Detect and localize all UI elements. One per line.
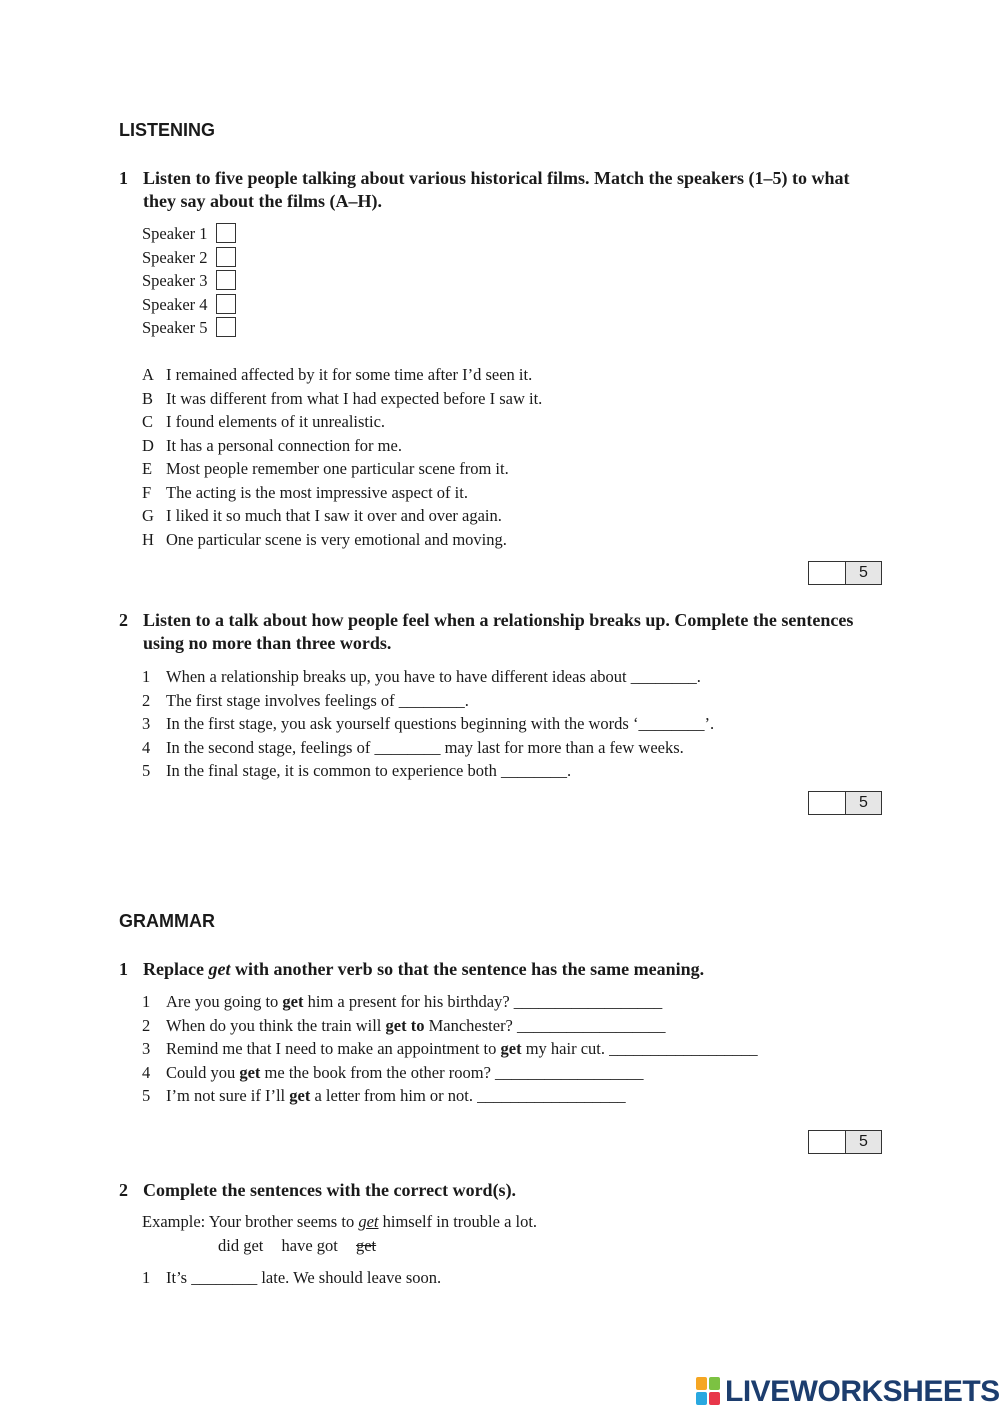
listening-q1-score-box [808,561,882,585]
option-letter: E [142,459,153,478]
grammar-q2-instruction: Complete the sentences with the correct word(s). [143,1180,517,1200]
grammar-item: 2 When do you think the train will get to Manchester? __________________ [142,1014,758,1038]
speaker-row [142,293,236,317]
grammar-item: 3 Remind me that I need to make an appointment to get my hair cut. __________________ [142,1037,758,1061]
grammar-item: 4 Could you get me the book from the other room? __________________ [142,1061,758,1085]
listening-q2-heading [119,609,879,655]
item-number: 4 [142,1062,151,1082]
option-letter: H [142,529,154,549]
grammar-q2-example: Example: Your brother seems to get himself in trouble a lot. did get have got get [142,1210,537,1258]
option-letter: G [142,506,154,525]
option-row [142,387,542,411]
sentence-item [142,736,714,760]
item-text: In the second stage, feelings of ________ may last for more than a few weeks. [166,737,684,757]
option-text: The acting is the most impressive aspect of it. [166,482,468,502]
item-number: 3 [142,714,151,733]
item-number: 1 [142,1268,151,1287]
grammar-q2-items [142,1266,441,1290]
option-row [142,481,542,505]
speaker-answer-box[interactable] [216,223,236,243]
option-row [142,410,542,434]
listening-q1-heading [119,167,879,213]
option-letter: C [142,412,154,431]
item-number: 5 [142,1086,151,1105]
grammar-q1-instruction: Replace get with another verb so that the sentence has the same meaning. [143,959,705,979]
option-text: It was different from what I had expected before I saw it. [166,388,543,408]
speaker-row [142,269,236,293]
liveworksheets-logo [696,1374,1000,1410]
option-text: I liked it so much that I saw it over and over again. [166,506,502,525]
speaker-answer-box[interactable] [216,294,236,314]
grammar-q2-heading [119,1179,879,1202]
speaker-row [142,246,236,270]
option-letter: A [142,365,154,384]
listening-q1-instruction: Listen to five people talking about various historical films. Match the speakers (1–5) to what they say about the films (A–H). [143,168,850,211]
example-option: have got [281,1236,338,1255]
item-number: 2 [142,1015,151,1035]
example-options [142,1234,537,1258]
listening-q2-number: 2 [119,610,128,630]
item-number: 2 [142,690,151,710]
score-total: 5 [846,1131,881,1153]
item-text: It’s ________ late. We should leave soon. [166,1268,442,1287]
item-text: In the final stage, it is common to experience both ________. [166,761,572,780]
option-letter: B [142,388,154,408]
item-number: 4 [142,737,151,757]
speaker-answer-box[interactable] [216,317,236,337]
option-text: One particular scene is very emotional and moving. [166,529,507,549]
listening-title: LISTENING [119,120,216,140]
grammar-item [142,1266,441,1290]
speaker-label: Speaker 2 [142,247,208,267]
listening-q2-instruction: Listen to a talk about how people feel when a relationship breaks up. Complete the sentences using no more than three words. [143,610,854,653]
speaker-row [142,222,236,246]
speaker-list [142,222,236,340]
score-total: 5 [846,792,881,814]
speaker-label: Speaker 4 [142,294,208,314]
sentence-item [142,712,714,736]
listening-q2-items [142,665,714,783]
options-list [142,363,542,551]
sentence-item [142,665,714,689]
grammar-q1-score-box [808,1130,882,1154]
item-number: 3 [142,1039,151,1058]
liveworksheets-logo-icon [696,1377,722,1407]
score-total: 5 [846,562,881,584]
option-text: Most people remember one particular scene from it. [166,459,509,478]
grammar-q2-number: 2 [119,1180,128,1200]
speaker-answer-box[interactable] [216,247,236,267]
item-text: The first stage involves feelings of ________. [166,690,469,710]
item-number: 1 [142,667,151,686]
option-letter: D [142,435,154,455]
option-row [142,528,542,552]
example-option-crossed: get [355,1236,377,1255]
liveworksheets-logo-text: LIVEWORKSHEETS [725,1375,1000,1408]
score-input[interactable] [809,562,846,584]
option-text: It has a personal connection for me. [166,435,402,455]
speaker-label: Speaker 1 [142,224,208,243]
sentence-item [142,689,714,713]
listening-q1-number: 1 [119,168,128,188]
example-option: did get [218,1236,264,1255]
grammar-item: 1 Are you going to get him a present for his birthday? __________________ [142,990,758,1014]
speaker-row [142,316,236,340]
sentence-item [142,759,714,783]
item-text: When a relationship breaks up, you have to have different ideas about ________. [166,667,701,686]
option-row [142,363,542,387]
example-label: Example: [142,1212,206,1231]
item-number: 1 [142,992,151,1011]
score-input[interactable] [809,1131,846,1153]
option-letter: F [142,482,152,502]
speaker-label: Speaker 5 [142,318,208,337]
speaker-answer-box[interactable] [216,270,236,290]
speaker-label: Speaker 3 [142,271,208,290]
option-row [142,434,542,458]
item-text: In the first stage, you ask yourself questions beginning with the words ‘________’. [166,714,715,733]
option-text: I found elements of it unrealistic. [166,412,386,431]
grammar-q1-number: 1 [119,959,128,979]
score-input[interactable] [809,792,846,814]
option-row [142,504,542,528]
grammar-q1-items [142,990,758,1108]
grammar-item: 5 I’m not sure if I’ll get a letter from him or not. __________________ [142,1084,758,1108]
option-text: I remained affected by it for some time after I’d seen it. [166,365,533,384]
listening-q2-score-box [808,791,882,815]
option-row [142,457,542,481]
grammar-title: GRAMMAR [119,911,215,931]
item-number: 5 [142,761,151,780]
grammar-q1-heading [119,958,879,981]
